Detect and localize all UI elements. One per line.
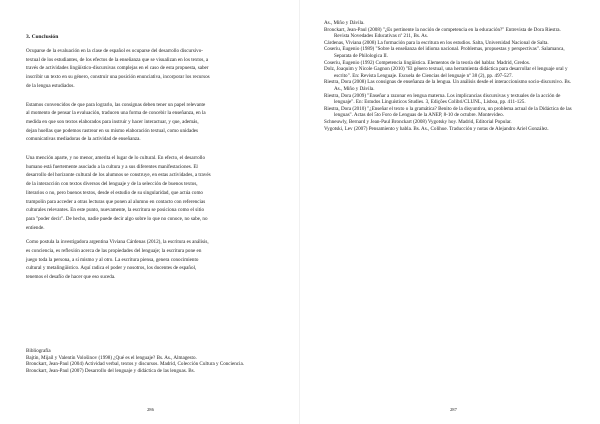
- page-number: 286: [147, 407, 154, 412]
- reference-entry: Coseriu, Eugenio (1989) "Sobre la enseñanza del idioma nacional. Problemas, propuestas y perspectivas". Salamanca, Separata de Philologica II.: [324, 46, 565, 59]
- paragraph-escritura: Como postula la investigadora argentina Viviana Cárdenas (2012), la escritura es análisis, es conciencia, es reflexión acerca de las propiedades del lenguaje; la escritura pone en juego toda la persona, a sí mismo y al otro. La escritura piensa, genera conocimiento cultural y metalingüístico. Aquí radica el poder y nosotros, los docentes de español, tenemos el desafío de hacer que eso suceda.: [26, 239, 209, 281]
- reference-entry: Dolz, Joaquim y Nicole Gagnon (2010) "El género textual, una herramienta didáctica para desarrollar el lenguaje oral y escrito". En: Revista Lenguaje. Escuela de Ciencias del lenguaje nº 38 (2), pp. 497-527.: [324, 66, 568, 79]
- page-number: 287: [450, 407, 457, 412]
- conclusion-column: [26, 33, 262, 292]
- reference-entry: Bronckart, Jean-Paul (2008) "¿Es pertinente la noción de competencia en la educación?" Entrevista de Dora Riestra. Revista Novedades Educativas nº 211, Bs. As.: [324, 26, 561, 40]
- bibliography-entry: Bronckart, Jean-Paul (2004) Actividad verbal, textos y discursos. Madrid, Colección Cultura y Conciencia.: [26, 361, 244, 368]
- section-heading: 3. Conclusión: [26, 34, 59, 40]
- reference-entry: Schneuwly, Bernard y Jean-Paul Bronckart (2008) Vygotsky hoy. Madrid, Editorial Popular.: [324, 118, 512, 125]
- paragraph-consignas: Estamos convencidos de que para lograrlo, las consignas deben tener un papel relevante al momento de pensar la evaluación, traducen una forma de concebir la enseñanza, en la medida en que son textos elaborados para instruir y hacer interactuar, y que, además, dejan huellas que podemos rastrear en su mismo elaboración textual, como unidades comunicativas mediadoras de la actividad de enseñanza.: [26, 101, 206, 143]
- references-column: [324, 20, 574, 132]
- reference-entry: Vygotski, Lev (2007) Pensamiento y habla. Bs. As., Colihue. Traducción y notas de Alejandro Ariel González.: [324, 125, 549, 132]
- bibliography-entry: Bajtín, Mijaíl y Valentín Vološinov (1998) ¿Qué es el lenguaje? Bs. As., Almagesto.: [26, 354, 197, 361]
- bibliography-entry: Bronckart, Jean-Paul (2007) Desarrollo del lenguaje y didáctica de las lenguas. Bs.: [26, 367, 195, 374]
- right-page: [300, 0, 600, 424]
- reference-entry: As., Miño y Dávila.: [324, 20, 365, 26]
- reference-entry: Cárdenas, Viviana (2008) La formación para la escritura en los estudios. Salta, Universidad Nacional de Salta.: [324, 39, 549, 46]
- bibliography-title: Bibliografía: [26, 348, 51, 354]
- bibliography: [26, 348, 276, 374]
- paragraph-cultural: Una mención aparte, y no menor, amerita el lugar de lo cultural. En efecto, el desarrollo humano está fuertemente asociado a la cultura y a sus diferentes manifestaciones. El desarrollo del horizonte cultural de los alumnos se construye, en estas actividades, a través de la interacción con textos diversos del lenguaje y de la selección de buenos textos, literarios o no, pero buenos textos, desde el estudio de su singularidad, que actúa como trampolín para acceder a otras lecturas que ponen al alumno en contacto con referencias culturales relevantes. En este punto, nuevamente, la escritura se posiciona como el sitio para "poder decir". De hecho, nadie puede decir algo sobre lo que no conoce, no sabe, no entiende.: [26, 155, 211, 231]
- paragraph-evaluation: Ocuparse de la evaluación en la clase de español es ocuparse del desarrollo discursivo- textual de los estudiantes, de los efectos de la enseñanza que se visualizan en los textos, a través de actividades lingüístico-discursivas complejas en el caso de esta propuesta, saber inscribir un texto en su género, construir una posición enunciativa, incorporar los recursos de la lengua estudiados.: [26, 48, 210, 89]
- reference-entry: Coseriu, Eugenio (1992) Competencia lingüística. Elementos de la teoría del hablar. Madrid, Gredos.: [324, 59, 531, 66]
- reference-entry: Riestra, Dora (2009) "Enseñar a razonar en lengua materna. Los implicancias discursivas y textuales de la acción de lenguaje". En: Estudos Linguísticos Studies. 3, Edições Colibri/CLUNL, Lisboa, pp. 411-125.: [324, 92, 561, 106]
- reference-entry: Riestra, Dora (2008) Las consignas de enseñanza de la lengua. Un análisis desde el interaccionismo socio-discursivo. Bs. As., Miño y Dávila.: [324, 79, 571, 92]
- reference-entry: Riestra, Dora (2010) "¿Enseñar el texto o la gramática? Benito de la disyuntiva, un problema actual de la Didáctica de las lenguas". Actas del 5to Foro de Lenguas de la ANEP, 8-10 de octubre. Montevideo.: [324, 105, 572, 119]
